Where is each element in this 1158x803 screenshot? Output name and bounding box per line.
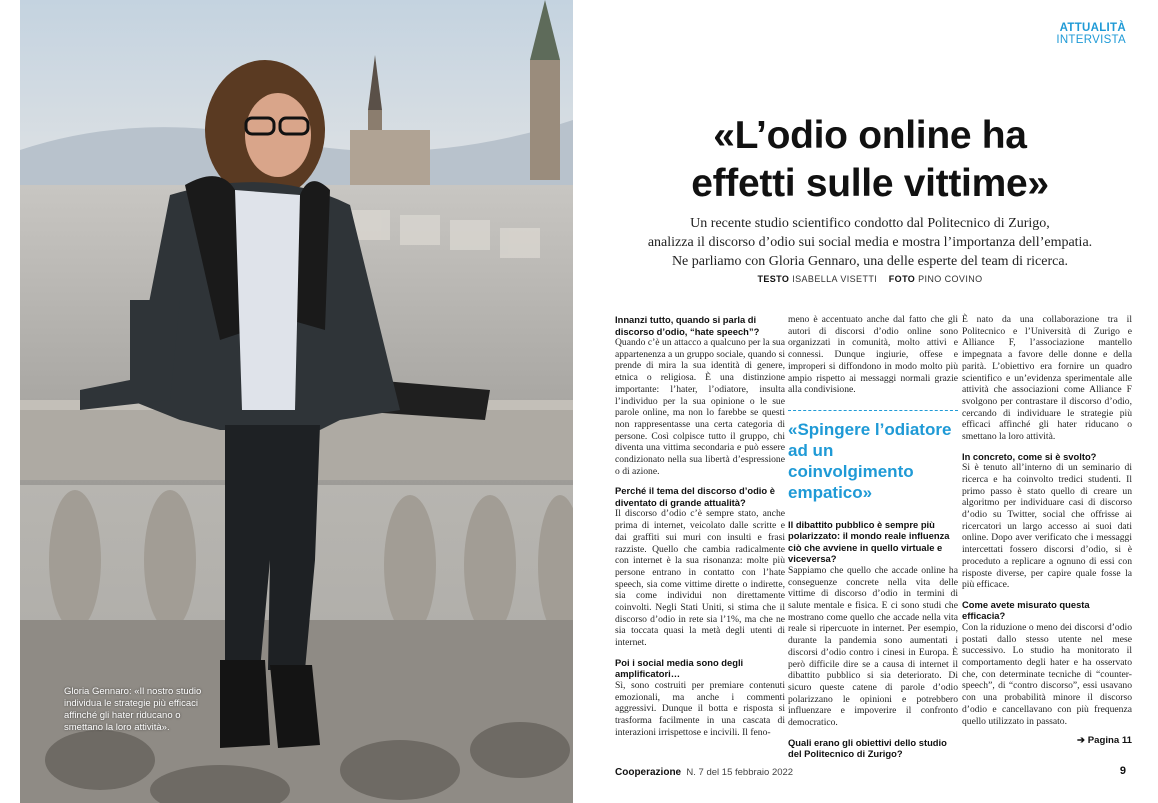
page-number: 9: [1119, 765, 1126, 777]
headline-line-1: «L’odio online ha: [713, 114, 1027, 157]
article-column-3: [962, 314, 1132, 747]
article-column-1: [615, 314, 785, 746]
article-column-2: [788, 314, 958, 768]
question: Quali erano gli obiettivi dello studio del Politecnico di Zurigo?: [788, 736, 947, 760]
byline-photo-author: PINO COVINO: [918, 274, 983, 284]
standfirst-line-3: Ne parliamo con Gloria Gennaro, una delle esperte del team di ricerca.: [671, 254, 1069, 269]
section-label: ATTUALITÀ: [1059, 22, 1126, 34]
paragraph: È nato da una collaborazione tra il Politecnico e l’Università di Zurigo e Alliance F, l’associazione mantello impegnata a favore delle donne e della parità. L’obiettivo era fornire un quadro scientifico e un’evidenza sperimentale alle attività che associazioni come Alliance F svolgono per contrastare il discorso d’odio, cercando di individuare le strategie più efficaci affinché gli hater riducano o smettano la loro attività.: [962, 314, 1132, 443]
qa-block: [962, 451, 1132, 591]
qa-block: [788, 737, 958, 760]
answer: Sappiamo che quello che accade online ha conseguenze concrete nella vita delle vittime di discorso d’odio in termini di salute mentale e fisica. E ci sono studi che mostrano come quello che accade nella vita reale si ripercuote in internet. Per esempio, durante la pandemia sono aumentati i discorsi d’odio contro i cinesi in Europa. È però difficile dire se a causa di internet il dibattito pubblico si sia deteriorato. Di sicuro queste catene di parole d’odio polarizzano le opinioni e potrebbero influenzare e impoverire il confronto democratico.: [788, 564, 958, 729]
question: Perché il tema del discorso d’odio è diventato di grande attualità?: [615, 485, 775, 508]
paragraph: meno è accentuato anche dal fatto che gli autori di discorsi d’odio online sono organizzati in comunità, molto attivi e connessi. Dunque ingiurie, offese e improperi si diffondono in modo molto più ampio rispetto ai messaggi normali grazie alla condivisione.: [788, 314, 958, 396]
qa-block: [962, 599, 1132, 727]
pull-quote: [788, 410, 958, 503]
question: Come avete misurato questa efficacia?: [962, 598, 1090, 622]
qa-block: [615, 314, 785, 477]
qa-block: [615, 485, 785, 648]
answer: Quando c’è un attacco a qualcuno per la sua appartenenza a un gruppo sociale, quando si prende di mira la sua identità di genere, etnica o religiosa. È una distinzione importante: l’hater, l’odiatore, insulta l’individuo per la sua opinione o le sue parole online, ma non lo farebbe se questi non rappresentasse una certa categoria di persone. Così colpisce tutto il gruppo, chi diventa una vittima secondaria e può essere condizionato nella sua libertà d’espressione o di azione.: [615, 337, 785, 477]
section-sublabel: INTERVISTA: [1056, 34, 1126, 46]
section-tag: [1056, 22, 1126, 46]
question: Innanzi tutto, quando si parla di discorso d’odio, “hate speech”?: [615, 314, 760, 337]
photo-caption: Gloria Gennaro: «Il nostro studio individua le strategie più efficaci affinché gli hater riducano o smettano la loro attività».: [64, 686, 202, 733]
answer: Il discorso d’odio c’è sempre stato, anche prima di internet, veicolato dalle scritte e dai graffiti sui muri con insulti e frasi razziste. Quello che cambia radicalmente con internet è la sua risonanza: molte più persone entrano in contatto con l’hate speech, sia come vittime dirette o indirette, sia come individui non direttamente coinvolti. Negli Stati Uniti, si stima che il discorso d’odio in rete sia l’1%, ma che ne sia toccata quasi la metà degli utenti di internet.: [615, 508, 785, 649]
headline-line-2: effetti sulle vittime»: [691, 162, 1049, 205]
answer: Sì, sono costruiti per premiare contenuti emozionali, ma anche i commenti aggressivi. Dunque il botta e risposta si trasforma facilmente in una cascata di interazioni irrispettose e incivili. Il feno-: [615, 679, 785, 738]
standfirst: [600, 214, 1140, 271]
magazine-name: Cooperazione: [615, 767, 682, 778]
question: Poi i social media sono degli amplificatori…: [615, 656, 744, 680]
answer: Si è tenuto all’interno di un seminario di ricerca e ha coinvolto tredici studenti. Il primo passo è stato quello di creare un algoritmo per individuare casi di discorso d’odio su Twitter, social che offrisse ai ricercatori un largo accesso ai suoi dati online. Dopo aver verificato che i messaggi intercettati fossero discorsi d’odio, si è proceduto a replicare a ognuno di essi con risposte diverse, per capire quale fosse la più efficace.: [962, 462, 1132, 591]
qa-block: [615, 657, 785, 739]
qa-block: [788, 519, 958, 729]
cover-photo: [20, 0, 573, 803]
photo-illustration: [20, 0, 573, 803]
standfirst-line-1: Un recente studio scientifico condotto dal Politecnico di Zurigo,: [690, 216, 1050, 231]
continue-link[interactable]: ➔ Pagina 11: [1077, 735, 1132, 747]
question: In concreto, come si è svolto?: [962, 450, 1097, 462]
standfirst-line-2: analizza il discorso d’odio sui social media e mostra l’importanza dell’empatia.: [647, 235, 1093, 250]
byline-text-author: ISABELLA VISETTI: [792, 274, 878, 284]
pull-quote-text: «Spingere l’odiatore ad un coinvolgimento empatico»: [788, 419, 952, 502]
page-footer: [615, 767, 793, 778]
question: Il dibattito pubblico è sempre più polarizzato: il mondo reale influenza ciò che avviene in quello virtuale e viceversa?: [788, 518, 950, 565]
answer: Con la riduzione o meno dei discorsi d’odio postati dallo stesso utente nel mese successivo. Lo studio ha monitorato il comportamento degli hater e ha osservato che, con determinate tecniche di “counter-speech”, di “contro discorso”, essi usavano con una probabilità minore il discorso d’odio e cancellavano con più frequenza quello utilizzato in passato.: [962, 621, 1132, 727]
byline-text-label: TESTO: [757, 274, 790, 284]
byline-photo-label: FOTO: [888, 274, 916, 284]
byline: [600, 274, 1140, 284]
headline: [600, 112, 1140, 208]
issue-info: N. 7 del 15 febbraio 2022: [686, 767, 794, 778]
